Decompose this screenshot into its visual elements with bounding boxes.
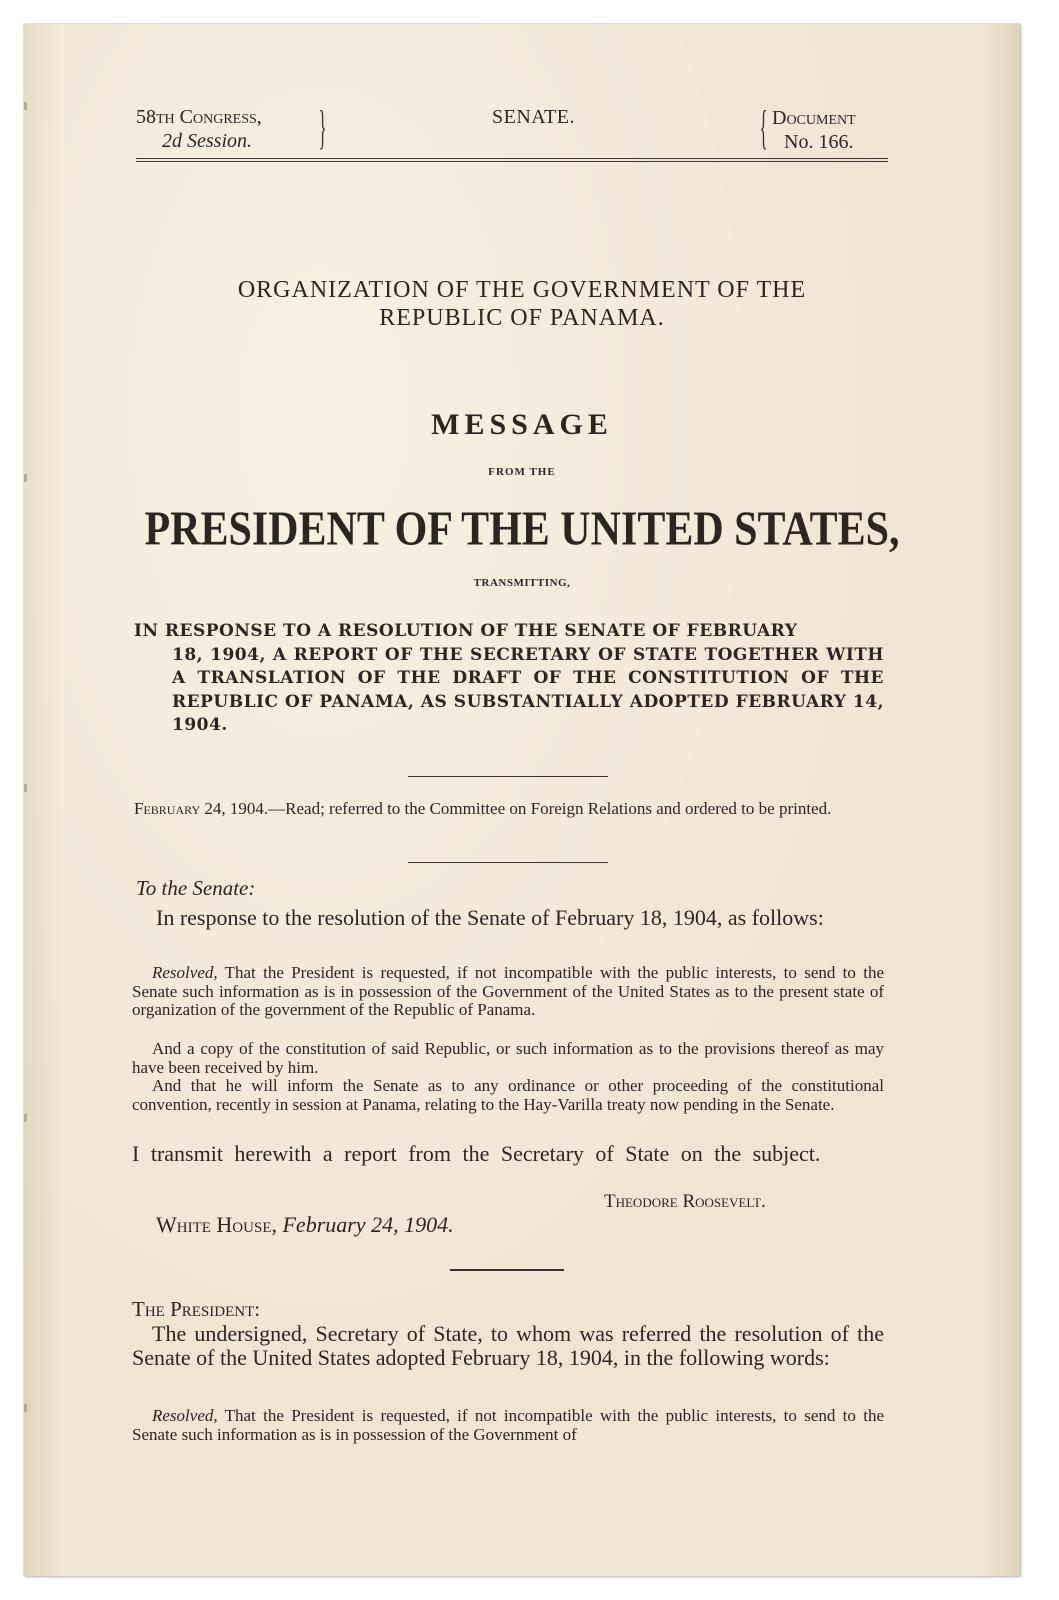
binding-mark [24,784,37,792]
title-line: ORGANIZATION OF THE GOVERNMENT OF THE [237,277,807,303]
report-intro: The undersigned, Secretary of State, to whom was referred the resolution of the Senate of the United States adopted February 18, 1904, in the following words: [132,1321,884,1370]
transmitting-label: TRANSMITTING, [473,577,571,589]
document-page [24,24,1020,1576]
response-line: IN RESPONSE TO A RESOLUTION OF THE SENATE OF FEBRUARY [134,621,798,641]
referral-text: —Read; referred to the Committee on Foreign Relations and ordered to be printed. [268,799,832,818]
response-text: 18, 1904, A REPORT OF THE SECRETARY OF STATE TOGETHER WITH A TRANSLATION OF THE DRAFT OF THE CONSTITUTION OF THE REPUBLIC OF PANAMA, AS SUBSTANTIALLY ADOPTED FEBRUARY 14, 1904. [172,644,884,735]
resolved-text: That the President is requested, if not incompatible with the public interests, to send to the Senate such information as is in possession of the Government of [132,1406,884,1444]
referral-date: February 24, 1904. [134,799,269,818]
referral-note [134,797,884,821]
resolved-text: That the President is requested, if not incompatible with the public interests, to send to the Senate such information as is in possession of the Government of the United States as to the present state of organization of the government of the Republic of Panama. [132,963,884,1019]
brace-right: { [759,101,768,154]
from-label: FROM THE [488,466,556,478]
binding-mark [24,1404,37,1412]
response-description [134,620,884,738]
resolution-paragraph [132,1407,884,1444]
letter-salutation: To the Senate: [136,876,256,900]
brace-left: } [318,101,327,154]
chamber-label: SENATE. [492,106,575,128]
congress-label: 58th Congress, [136,106,262,128]
transmit-paragraph: I transmit herewith a report from the Secretary of State on the subject. [132,1141,821,1166]
resolution-paragraph [132,964,884,1020]
header-rule [136,158,888,159]
signature: Theodore Roosevelt. [604,1191,766,1212]
document-label: Document [772,107,856,129]
section-rule [408,776,608,777]
section-rule [450,1269,564,1271]
resolved-label: Resolved, [152,1406,218,1425]
letter-dateline [156,1212,454,1238]
place-label: White House, [156,1212,277,1237]
resolution-paragraph: And that he will inform the Senate as to any ordinance or other proceeding of the constitutional convention, recently in session at Panama, relating to the Hay-Varilla treaty now pending in the Senate. [132,1076,884,1114]
letter-intro: In response to the resolution of the Senate of February 18, 1904, as follows: [156,905,824,930]
report-salutation: The President: [132,1297,261,1321]
header-rule [136,161,888,162]
binding-mark [24,474,37,482]
resolution-paragraph: And a copy of the constitution of said Republic, or such information as to the provisions thereof as may have been received by him. [132,1039,884,1077]
resolved-label: Resolved, [152,963,218,982]
document-title [84,276,960,332]
session-label: 2d Session. [162,130,252,152]
binding-mark [24,1114,37,1122]
sender-heading: PRESIDENT OF THE UNITED STATES, [144,503,900,557]
letter-date: February 24, 1904. [282,1212,454,1237]
title-line: REPUBLIC OF PANAMA. [379,305,665,331]
message-heading: MESSAGE [431,408,613,441]
document-number: No. 166. [784,131,854,153]
binding-mark [24,102,37,110]
section-rule [408,862,608,863]
